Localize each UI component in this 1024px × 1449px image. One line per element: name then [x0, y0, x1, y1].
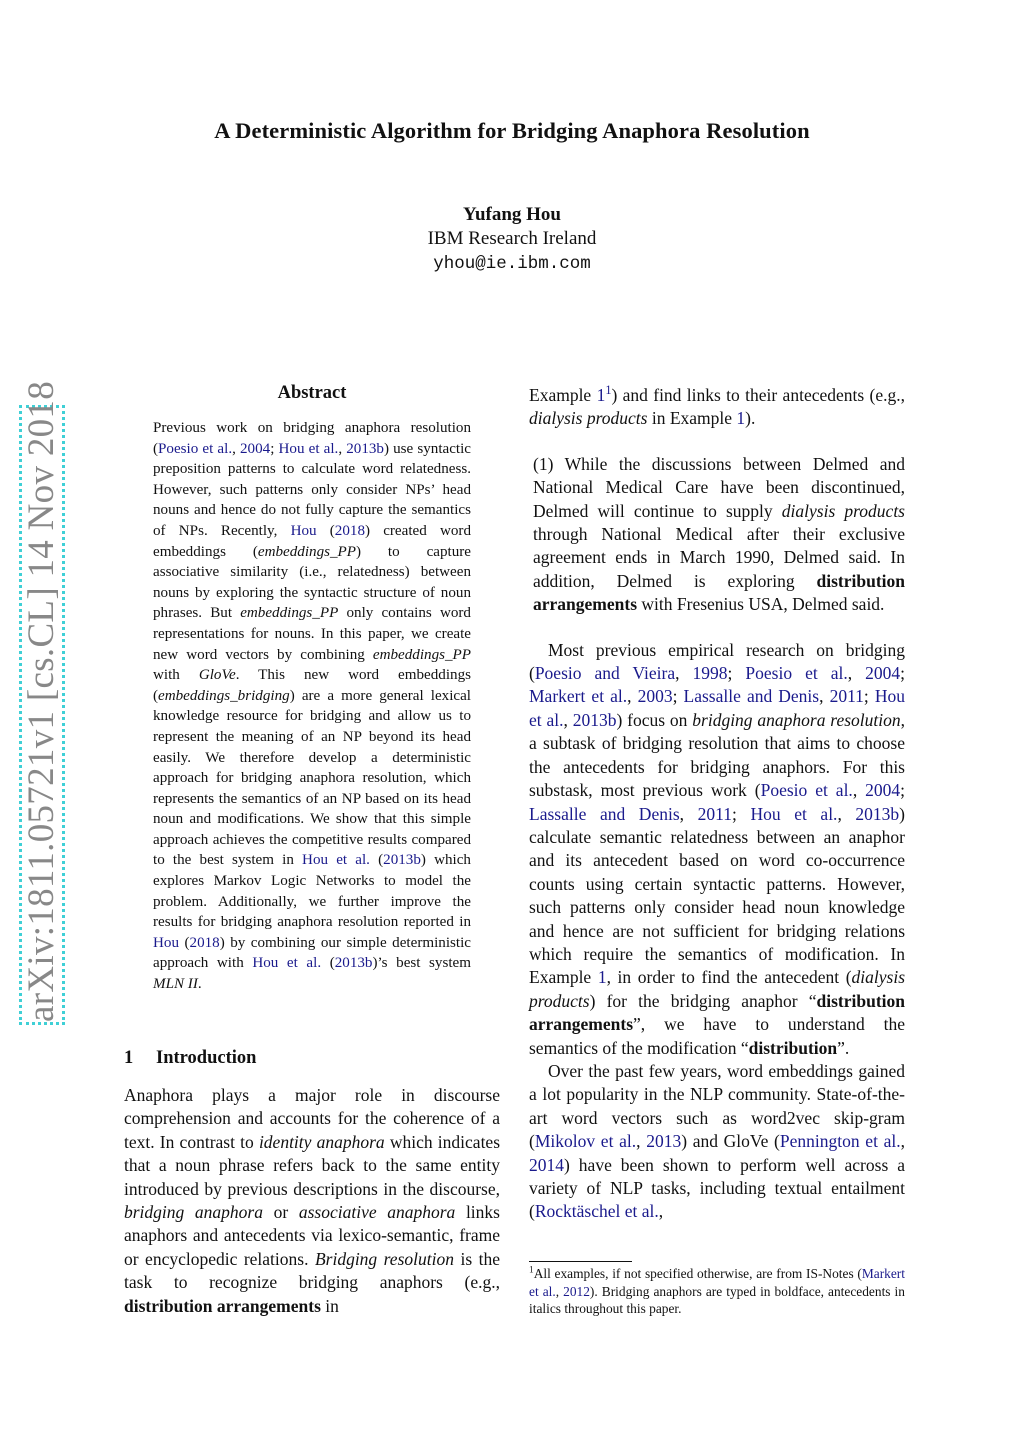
- citation-link[interactable]: 1: [597, 967, 607, 988]
- citation-link[interactable]: 2013b: [346, 440, 384, 457]
- citation-link[interactable]: 2013b: [383, 852, 421, 869]
- footnote-marker: 1: [529, 1265, 534, 1276]
- citation-link[interactable]: 2013: [646, 1131, 682, 1152]
- footnote-1: [529, 1265, 905, 1318]
- citation-link[interactable]: Poesio et al.: [760, 780, 853, 801]
- paragraph-previous-research: Most previous empirical research on bridging (Poesio and Vieira, 1998; Poesio et al., 2004; Markert et al., 2003; Lassalle and Denis, 2011; Hou et al., 2013b) focus on bridging anaphora resolution, a subtask of bridging resolution that aims to choose the antecedents for bridging anaphors. For this substask, most previous work (Poesio et al., 2004; Lassalle and Denis, 2011; Hou et al., 2013b) calculate semantic relatedness between an anaphor and its antecedent based on word co-occurrence counts using certain syntactic patterns. However, such patterns only consider head noun knowledge and hence are not sufficient for bridging relations which require the semantics of modification. In Example 1, in order to find the antecedent (dialysis products) for the bridging anaphor “distribution arrangements”, we have to understand the semantics of the modification “distribution”.: [529, 639, 906, 1058]
- intro-continuation: Example $1^1$) and find links to their antecedents (e.g., dialysis products in Example 1).: [529, 383, 906, 429]
- citation-link[interactable]: 2004: [240, 440, 271, 457]
- abstract-body: Previous work on bridging anaphora resolution (Poesio et al., 2004; Hou et al., 2013b) use syntactic preposition patterns to calculate word relatedness. However, such patterns only consider NPs’ head nouns and hence do not fully capture the semantics of NPs. Recently, Hou (2018) created word embeddings (embeddings_PP) to capture associative similarity (i.e., relatedness) between nouns by exploring the syntactic structure of noun phrases. But embeddings_PP only contains word representations for nouns. In this paper, we create new word vectors by combining embeddings_PP with GloVe. This new word embeddings (embeddings_bridging) are a more general lexical knowledge resource for bridging and allow us to represent the meaning of an NP beyond its head easily. We therefore develop a deterministic approach for bridging anaphora resolution, which represents the semantics of an NP based on its head noun and modifications. We show that this simple approach achieves the competitive results compared to the best system in Hou et al. (2013b) which explores Markov Logic Networks to model the problem. Additionally, we further improve the results for bridging anaphora resolution reported in Hou (2018) by combining our simple deterministic approach with Hou et al. (2013b)’s best system MLN II.: [153, 420, 472, 993]
- citation-link[interactable]: Rocktäschel et al.: [534, 1201, 659, 1222]
- citation-link[interactable]: 2018: [189, 934, 220, 951]
- footnote-text: All examples, if not specified otherwise, are from IS-Notes (Markert et al., 2012). Bridging anaphors are typed in boldface, antecedents in italics throughout this paper.: [529, 1266, 905, 1316]
- citation-link[interactable]: 2004: [865, 663, 901, 684]
- citation-link[interactable]: Hou et al.: [252, 955, 322, 972]
- citation-link[interactable]: 1: [736, 408, 746, 429]
- citation-link[interactable]: Hou et al.: [302, 852, 370, 869]
- paragraph-word-embeddings: Over the past few years, word embeddings gained a lot popularity in the NLP community. State-of-the-art word vectors such as word2vec skip-gram (Mikolov et al., 2013) and GloVe (Pennington et al., 2014) have been shown to perform well across a variety of NLP tasks, including textual entailment (Rocktäschel et al.,: [529, 1060, 905, 1222]
- citation-link[interactable]: Hou et al.: [750, 803, 838, 824]
- citation-link[interactable]: Poesio et al.: [745, 663, 848, 684]
- arxiv-stamp[interactable]: arXiv:1811.05721v1 [cs.CL] 14 Nov 2018: [19, 405, 65, 1025]
- citation-link[interactable]: 2011: [697, 803, 732, 824]
- citation-link[interactable]: Hou: [153, 934, 179, 951]
- citation-link[interactable]: 2013b: [572, 709, 617, 730]
- citation-link[interactable]: Hou et al.: [529, 686, 905, 730]
- citation-link[interactable]: 2012: [563, 1283, 590, 1299]
- citation-link[interactable]: Mikolov et al.: [534, 1131, 637, 1152]
- citation-link[interactable]: 2011: [829, 686, 864, 707]
- author-email[interactable]: yhou@ie.ibm.com: [433, 254, 591, 274]
- citation-link[interactable]: Hou: [290, 522, 317, 539]
- citation-link[interactable]: 1: [605, 383, 612, 398]
- citation-link[interactable]: 2018: [334, 522, 365, 539]
- footnote-rule: [529, 1261, 632, 1262]
- citation-link[interactable]: 1998: [692, 663, 728, 684]
- abstract-heading: Abstract: [277, 383, 347, 403]
- citation-link[interactable]: Pennington et al.: [779, 1131, 901, 1152]
- citation-link[interactable]: Hou et al.: [278, 440, 339, 457]
- citation-link[interactable]: 1: [596, 385, 606, 405]
- section-heading-introduction: [124, 1048, 500, 1069]
- citation-link[interactable]: Lassalle and Denis: [683, 686, 820, 707]
- citation-link[interactable]: 2013b: [334, 955, 373, 972]
- example-1: (1) While the discussions between Delmed and National Medical Care have been discontinued, Delmed will continue to supply dialysis products through National Medical after their exclusive agreement ends in March 1990, Delmed said. In addition, Delmed is exploring distribution arrangements with Fresenius USA, Delmed said.: [533, 453, 905, 615]
- citation-link[interactable]: 2004: [865, 780, 901, 801]
- right-column: [529, 384, 905, 1224]
- section-title: Introduction: [156, 1048, 257, 1068]
- citation-link[interactable]: 2014: [529, 1154, 564, 1175]
- citation-link[interactable]: Poesio and Vieira: [534, 663, 676, 684]
- introduction-paragraph: Anaphora plays a major role in discourse comprehension and accounts for the coherence of a text. In contrast to identity anaphora which indicates that a noun phrase refers back to the same entity introduced by previous descriptions in the discourse, bridging anaphora or associative anaphora links anaphors and antecedents via lexico-semantic, frame or encyclopedic relations. Bridging resolution is the task to recognize bridging anaphors (e.g., distribution arrangements in: [124, 1085, 501, 1316]
- paper-title: A Deterministic Algorithm for Bridging Anaphora Resolution: [214, 118, 810, 143]
- citation-link[interactable]: Markert et al.: [529, 1266, 905, 1299]
- section-number: 1: [124, 1048, 134, 1068]
- author-affiliation: IBM Research Ireland: [427, 228, 597, 249]
- citation-link[interactable]: Poesio et al.: [158, 440, 233, 457]
- citation-link[interactable]: Lassalle and Denis: [529, 803, 680, 824]
- citation-link[interactable]: 2003: [637, 686, 673, 707]
- author-block: [0, 203, 1024, 277]
- citation-link[interactable]: 2013b: [855, 803, 900, 824]
- author-name: Yufang Hou: [462, 204, 562, 225]
- citation-link[interactable]: Markert et al.: [529, 686, 628, 707]
